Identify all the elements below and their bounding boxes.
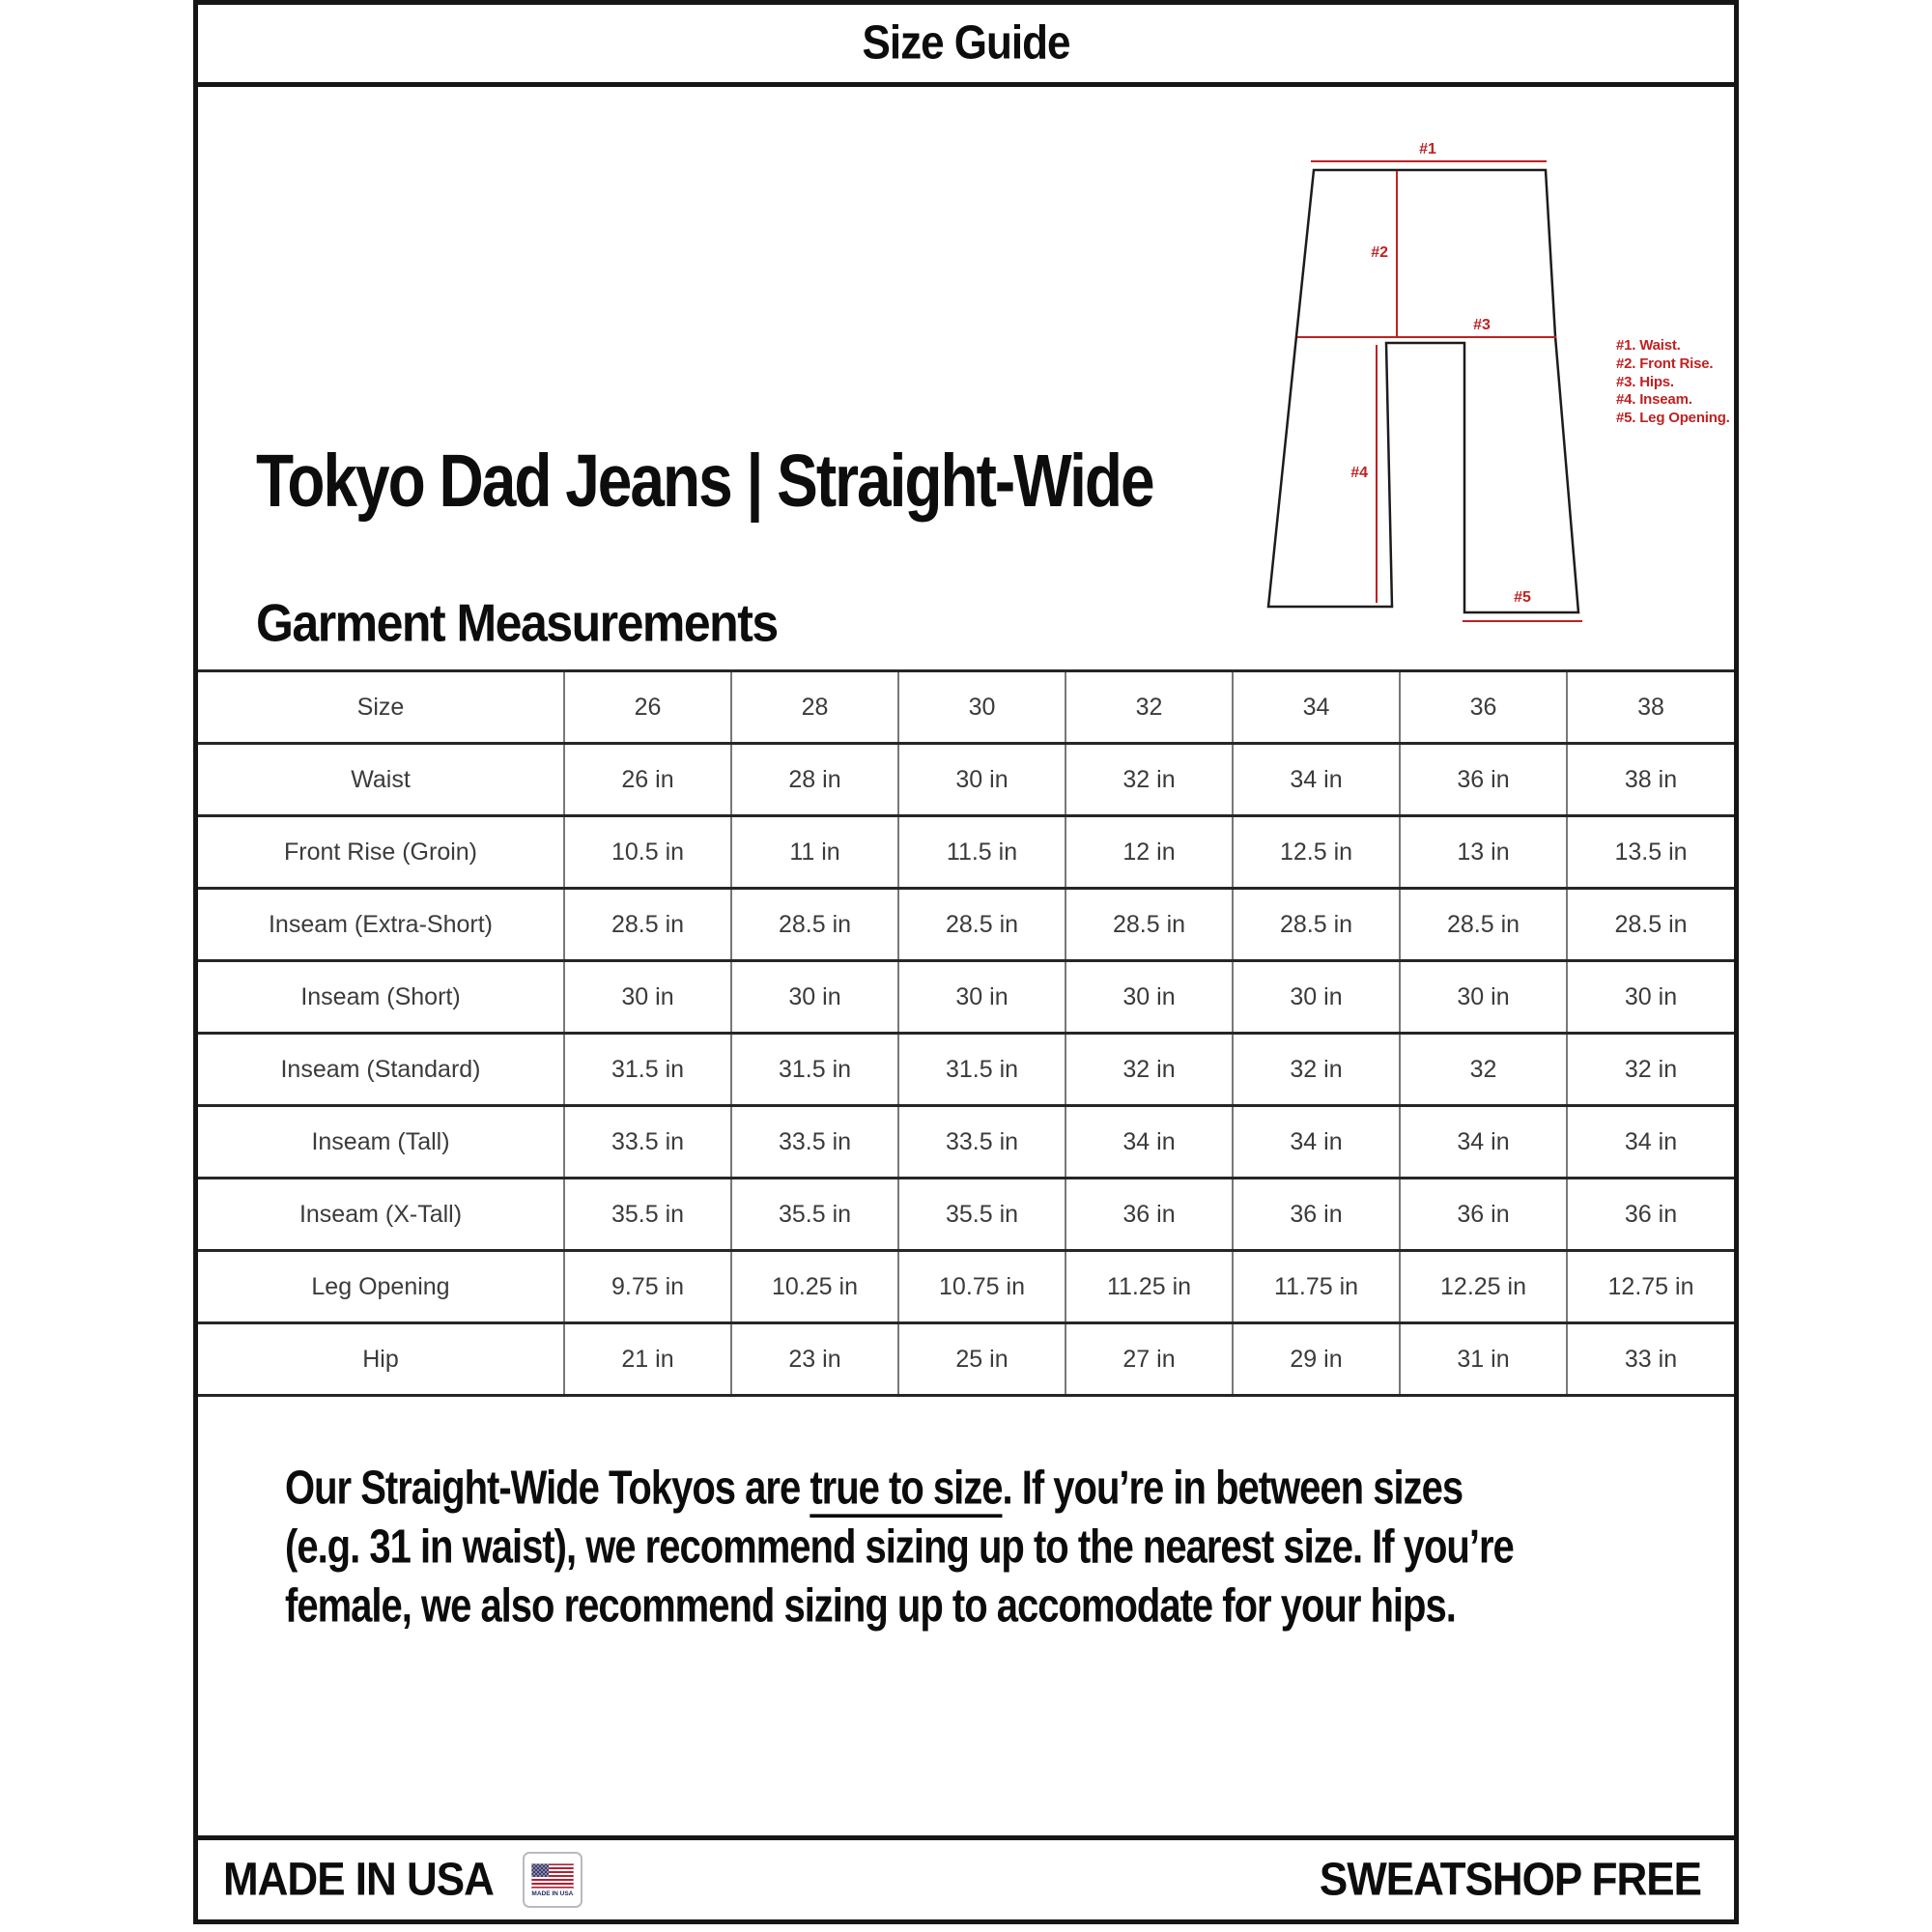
value-cell: 28.5 in <box>564 889 731 961</box>
value-cell: 11.75 in <box>1233 1251 1400 1323</box>
usa-flag-icon <box>531 1863 574 1889</box>
size-header-cell: 32 <box>1065 671 1233 744</box>
sweatshop-free-label: SWEATSHOP FREE <box>1319 1853 1701 1906</box>
dimension-label-3: #3 <box>1473 317 1491 333</box>
value-cell: 33.5 in <box>731 1106 898 1179</box>
value-cell: 28.5 in <box>1400 889 1567 961</box>
row-label-cell: Inseam (Extra-Short) <box>198 889 564 961</box>
value-cell: 28.5 in <box>1567 889 1734 961</box>
size-header-cell: 26 <box>564 671 731 744</box>
row-label-cell: Inseam (Short) <box>198 961 564 1034</box>
row-label-cell: Inseam (Standard) <box>198 1034 564 1106</box>
page-title: Size Guide <box>862 16 1070 70</box>
value-cell: 32 in <box>1065 744 1233 816</box>
value-cell: 26 in <box>564 744 731 816</box>
note-text: . If you’re in between sizes <box>1002 1462 1463 1515</box>
footer-bar <box>198 1835 1734 1919</box>
value-cell: 28.5 in <box>898 889 1065 961</box>
legend-item-front-rise: #2. Front Rise. <box>1616 355 1714 372</box>
title-bar <box>198 5 1734 87</box>
value-cell: 21 in <box>564 1323 731 1396</box>
size-table <box>198 669 1734 1397</box>
section-heading: Garment Measurements <box>256 593 778 653</box>
value-cell: 38 in <box>1567 744 1734 816</box>
dimension-label-4: #4 <box>1350 465 1368 481</box>
value-cell: 29 in <box>1233 1323 1400 1396</box>
value-cell: 28.5 in <box>731 889 898 961</box>
value-cell: 30 in <box>564 961 731 1034</box>
table-row <box>198 1106 1734 1179</box>
value-cell: 33 in <box>1567 1323 1734 1396</box>
size-header-cell: 36 <box>1400 671 1567 744</box>
value-cell: 31.5 in <box>731 1034 898 1106</box>
table-row <box>198 889 1734 961</box>
value-cell: 32 in <box>1065 1034 1233 1106</box>
value-cell: 34 in <box>1567 1106 1734 1179</box>
value-cell: 28.5 in <box>1065 889 1233 961</box>
value-cell: 31.5 in <box>898 1034 1065 1106</box>
note-underlined-text: true to size <box>810 1462 1003 1515</box>
value-cell: 31.5 in <box>564 1034 731 1106</box>
note-line-3: female, we also recommend sizing up to accomodate for your hips. <box>285 1579 1456 1633</box>
size-header-cell: 38 <box>1567 671 1734 744</box>
table-row <box>198 1323 1734 1396</box>
value-cell: 11 in <box>731 816 898 889</box>
value-cell: 31 in <box>1400 1323 1567 1396</box>
legend-item-hips: #3. Hips. <box>1616 374 1674 390</box>
size-header-cell: 34 <box>1233 671 1400 744</box>
size-label-header-cell: Size <box>198 671 564 744</box>
value-cell: 27 in <box>1065 1323 1233 1396</box>
value-cell: 34 in <box>1233 1106 1400 1179</box>
value-cell: 12.5 in <box>1233 816 1400 889</box>
value-cell: 9.75 in <box>564 1251 731 1323</box>
value-cell: 10.75 in <box>898 1251 1065 1323</box>
legend-item-waist: #1. Waist. <box>1616 337 1681 354</box>
value-cell: 13 in <box>1400 816 1567 889</box>
legend-item-inseam: #4. Inseam. <box>1616 391 1692 408</box>
dimension-label-2: #2 <box>1371 244 1388 261</box>
made-in-usa-label: MADE IN USA <box>223 1853 494 1906</box>
jeans-outline <box>1268 170 1578 612</box>
size-header-cell: 28 <box>731 671 898 744</box>
value-cell: 33.5 in <box>564 1106 731 1179</box>
value-cell: 30 in <box>731 961 898 1034</box>
value-cell: 30 in <box>1233 961 1400 1034</box>
legend-item-leg-opening: #5. Leg Opening. <box>1616 410 1730 426</box>
value-cell: 11.25 in <box>1065 1251 1233 1323</box>
table-row <box>198 1179 1734 1251</box>
value-cell: 34 in <box>1233 744 1400 816</box>
dimension-label-1: #1 <box>1419 141 1436 157</box>
value-cell: 33.5 in <box>898 1106 1065 1179</box>
size-header-cell: 30 <box>898 671 1065 744</box>
value-cell: 30 in <box>1400 961 1567 1034</box>
value-cell: 36 in <box>1233 1179 1400 1251</box>
value-cell: 13.5 in <box>1567 816 1734 889</box>
value-cell: 36 in <box>1400 1179 1567 1251</box>
note-line-2: (e.g. 31 in waist), we recommend sizing up to the nearest size. If you’re <box>285 1520 1514 1574</box>
size-table-body <box>198 671 1734 1396</box>
value-cell: 11.5 in <box>898 816 1065 889</box>
value-cell: 28 in <box>731 744 898 816</box>
row-label-cell: Leg Opening <box>198 1251 564 1323</box>
flag-caption: MADE IN USA <box>531 1889 574 1897</box>
value-cell: 30 in <box>898 744 1065 816</box>
dimension-label-5: #5 <box>1514 589 1531 606</box>
value-cell: 30 in <box>898 961 1065 1034</box>
row-label-cell: Front Rise (Groin) <box>198 816 564 889</box>
value-cell: 12.25 in <box>1400 1251 1567 1323</box>
value-cell: 30 in <box>1065 961 1233 1034</box>
value-cell: 35.5 in <box>898 1179 1065 1251</box>
table-header-row <box>198 671 1734 744</box>
value-cell: 32 in <box>1567 1034 1734 1106</box>
value-cell: 34 in <box>1065 1106 1233 1179</box>
value-cell: 10.25 in <box>731 1251 898 1323</box>
value-cell: 30 in <box>1567 961 1734 1034</box>
value-cell: 25 in <box>898 1323 1065 1396</box>
product-title: Tokyo Dad Jeans | Straight-Wide <box>256 439 1153 523</box>
table-row <box>198 744 1734 816</box>
value-cell: 36 in <box>1400 744 1567 816</box>
value-cell: 32 in <box>1233 1034 1400 1106</box>
row-label-cell: Waist <box>198 744 564 816</box>
usa-flag-badge <box>523 1852 582 1908</box>
value-cell: 32 <box>1400 1034 1567 1106</box>
value-cell: 12.75 in <box>1567 1251 1734 1323</box>
value-cell: 35.5 in <box>731 1179 898 1251</box>
table-row <box>198 961 1734 1034</box>
jeans-diagram <box>1236 124 1739 626</box>
value-cell: 36 in <box>1065 1179 1233 1251</box>
table-row <box>198 1034 1734 1106</box>
value-cell: 28.5 in <box>1233 889 1400 961</box>
value-cell: 35.5 in <box>564 1179 731 1251</box>
value-cell: 34 in <box>1400 1106 1567 1179</box>
value-cell: 12 in <box>1065 816 1233 889</box>
table-row <box>198 816 1734 889</box>
value-cell: 10.5 in <box>564 816 731 889</box>
fit-note <box>285 1459 1514 1635</box>
row-label-cell: Inseam (X-Tall) <box>198 1179 564 1251</box>
row-label-cell: Inseam (Tall) <box>198 1106 564 1179</box>
value-cell: 23 in <box>731 1323 898 1396</box>
note-line-1 <box>285 1459 1514 1518</box>
note-text: Our Straight-Wide Tokyos are <box>285 1462 810 1515</box>
row-label-cell: Hip <box>198 1323 564 1396</box>
table-row <box>198 1251 1734 1323</box>
value-cell: 36 in <box>1567 1179 1734 1251</box>
